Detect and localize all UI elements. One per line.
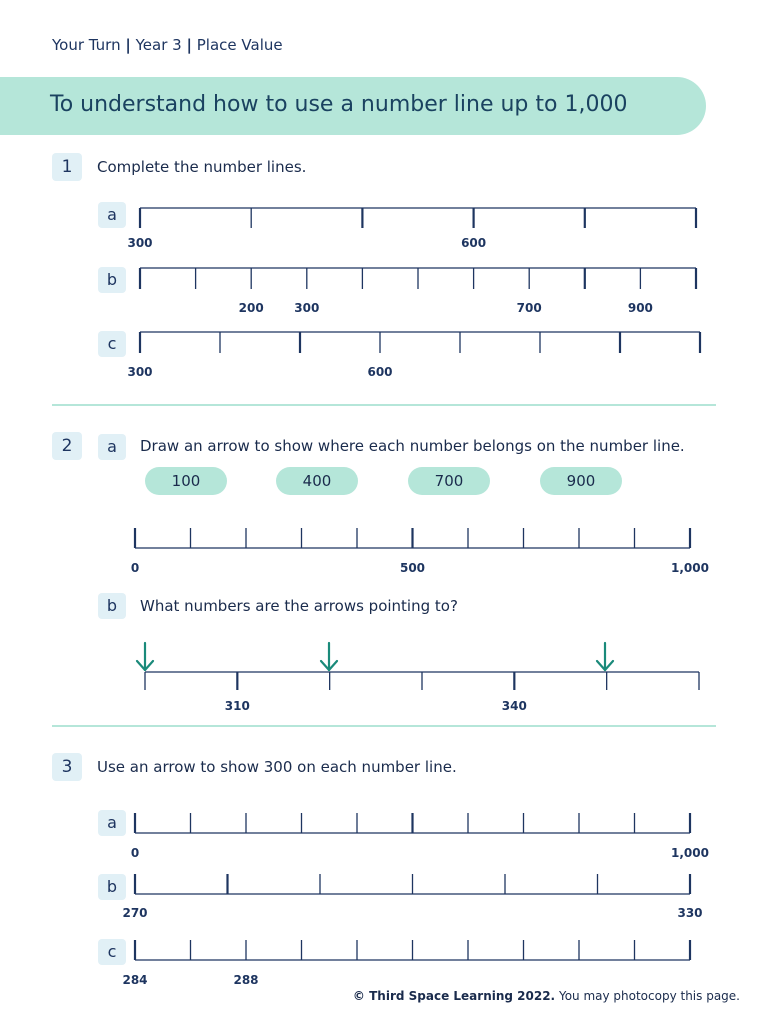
q2-a-label: a	[98, 434, 126, 460]
copyright-rest: You may photocopy this page.	[558, 989, 740, 1003]
q2-b-line-tick-label: 340	[501, 699, 527, 713]
question-2-number: 2	[52, 432, 82, 460]
number-pill-3: 700	[408, 467, 490, 495]
q1-a-label: a	[98, 202, 126, 228]
q1-a-line-tick-label: 600	[461, 236, 487, 250]
q1-c-line-tick-label: 300	[127, 365, 153, 379]
q3-b-line-tick-label: 270	[122, 906, 148, 920]
q1-b-line-tick-label: 200	[238, 301, 264, 315]
q2-a-line-tick-label: 500	[399, 561, 426, 575]
q2-a-line-tick-label: 1,000	[671, 561, 709, 575]
question-1-number: 1	[52, 153, 82, 181]
q3-a-label: a	[98, 810, 126, 836]
q3-c-label: c	[98, 939, 126, 965]
copyright-footer	[353, 989, 740, 1003]
q1-a-line-tick-label: 300	[127, 236, 153, 250]
q1-b-line-tick-label: 300	[294, 301, 320, 315]
q3-b-label: b	[98, 874, 126, 900]
q2-a-line-tick-label: 0	[130, 561, 140, 575]
q1-c-label: c	[98, 331, 126, 357]
q1-b-line-tick-label: 700	[516, 301, 542, 315]
q2-b-label: b	[98, 593, 126, 619]
header-separator-2: |	[186, 36, 192, 54]
q3-c-line-tick-label: 284	[122, 973, 148, 987]
header-separator-1: |	[125, 36, 131, 54]
header-topic: Place Value	[196, 36, 283, 54]
header-year: Year 3	[135, 36, 182, 54]
q3-c-line-tick-label: 288	[233, 973, 259, 987]
q2-b-prompt: What numbers are the arrows pointing to?	[140, 597, 458, 615]
q1-b-line-tick-label: 900	[627, 301, 653, 315]
q3-b-line-tick-label: 330	[677, 906, 703, 920]
number-pill-2: 400	[276, 467, 358, 495]
header-your-turn: Your Turn	[52, 36, 121, 54]
q1-c-line-tick-label: 600	[367, 365, 393, 379]
q3-a-line-tick-label: 0	[130, 846, 140, 860]
q2-b-line-tick-label: 310	[224, 699, 250, 713]
q3-a-line-tick-label: 1,000	[671, 846, 709, 860]
question-3-number: 3	[52, 753, 82, 781]
q1-b-label: b	[98, 267, 126, 293]
copyright-bold: © Third Space Learning 2022.	[352, 989, 556, 1003]
question-3-prompt: Use an arrow to show 300 on each number line.	[97, 758, 457, 776]
page-title: To understand how to use a number line up to 1,000	[50, 92, 628, 117]
number-pill-1: 100	[145, 467, 227, 495]
number-pill-4: 900	[540, 467, 622, 495]
question-1-prompt: Complete the number lines.	[97, 158, 307, 176]
q2-a-prompt: Draw an arrow to show where each number belongs on the number line.	[140, 437, 685, 455]
